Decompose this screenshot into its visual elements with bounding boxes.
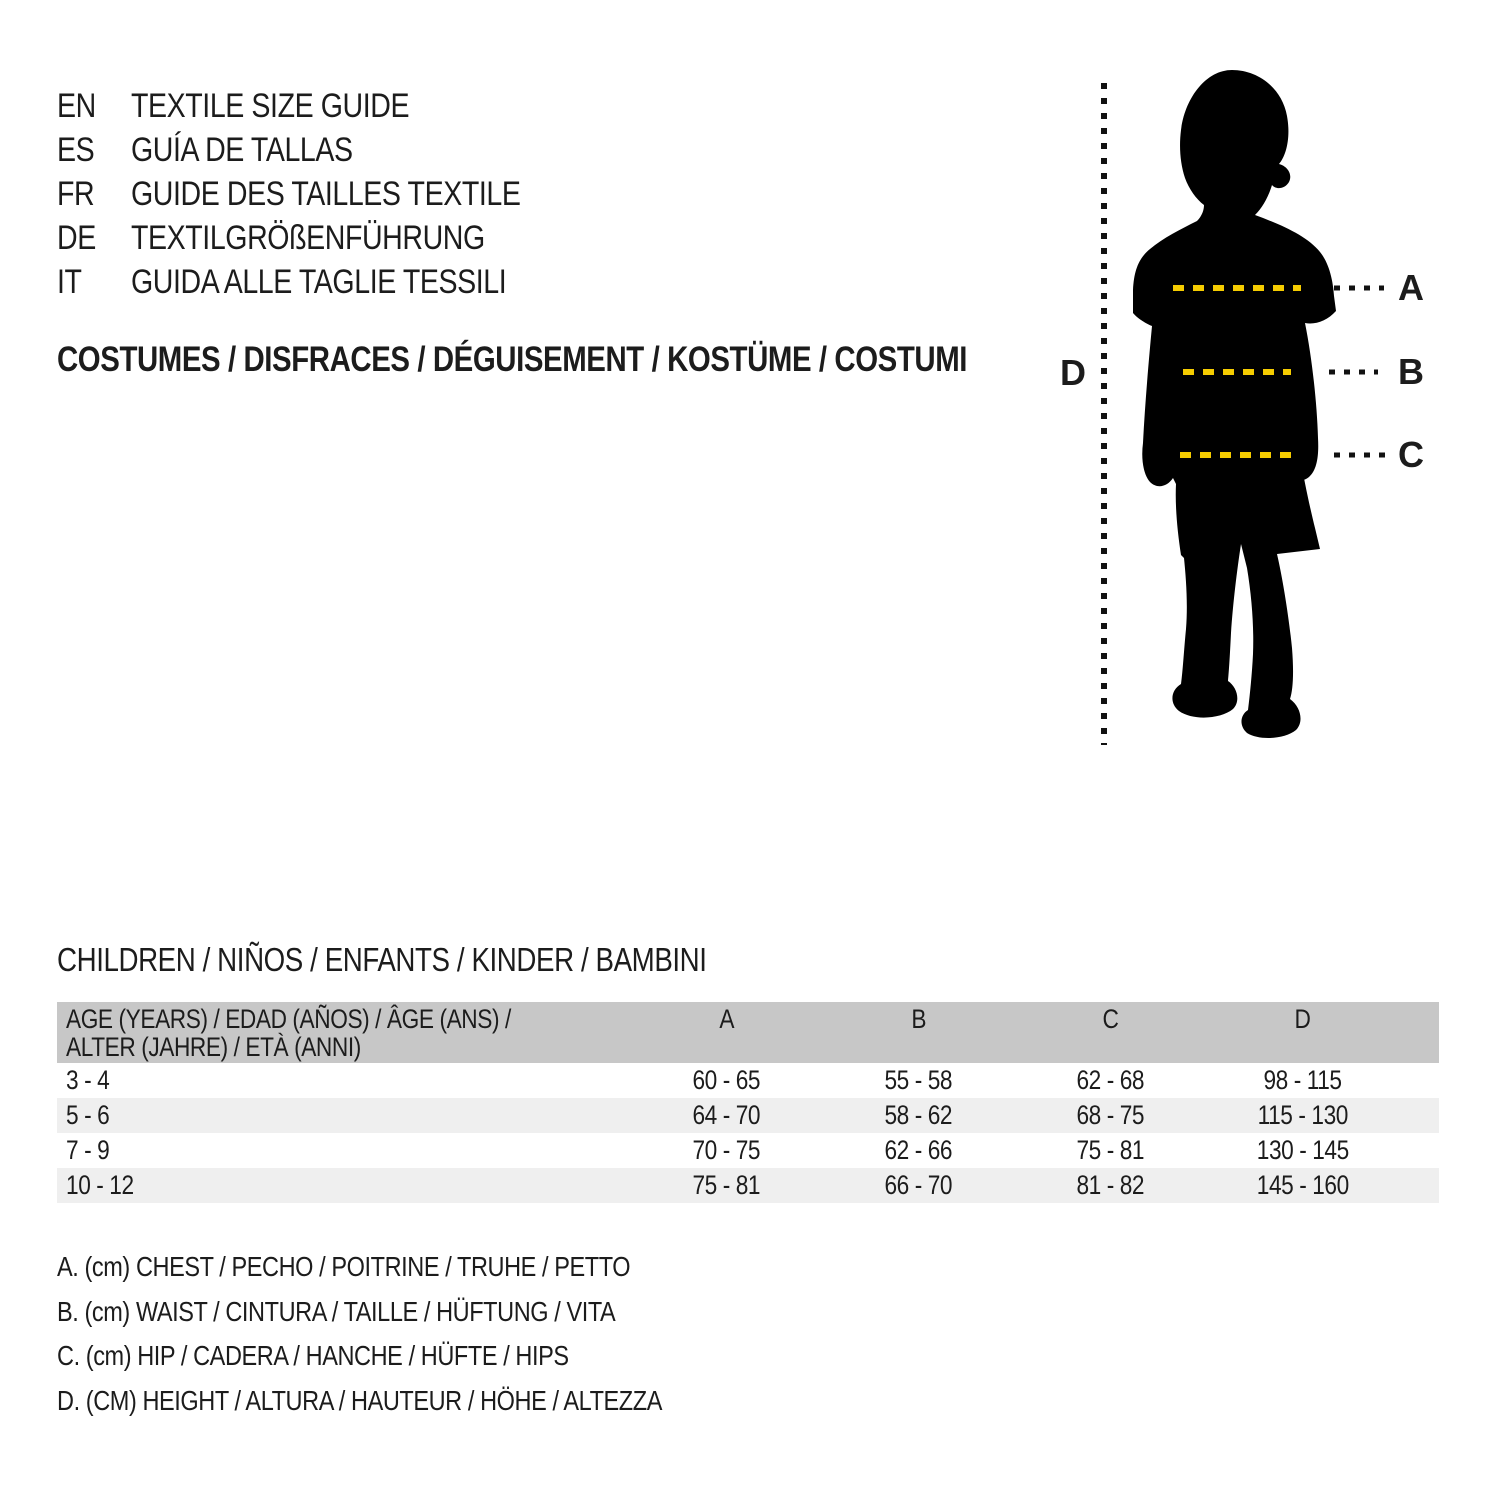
language-title: GUIDA ALLE TAGLIE TESSILI — [131, 263, 507, 301]
hip-cell: 68 - 75 — [1076, 1100, 1145, 1130]
language-row — [57, 128, 595, 172]
hip-cell: 81 - 82 — [1076, 1170, 1145, 1200]
column-header-b: B — [911, 1004, 927, 1034]
language-row — [57, 172, 595, 216]
chest-cell: 64 - 70 — [692, 1100, 761, 1130]
height-cell: 115 - 130 — [1257, 1100, 1349, 1130]
height-cell: 145 - 160 — [1256, 1170, 1349, 1200]
waist-label-b: B — [1398, 351, 1424, 392]
legend-item-waist: B. (cm) WAIST / CINTURA / TAILLE / HÜFTUNG / VITA — [57, 1295, 616, 1327]
table-row — [57, 1063, 1439, 1098]
waist-cell: 58 - 62 — [884, 1100, 953, 1130]
hip-cell: 75 - 81 — [1076, 1135, 1145, 1165]
language-code: FR — [57, 175, 95, 213]
language-code: DE — [57, 219, 96, 257]
chest-cell: 70 - 75 — [692, 1135, 761, 1165]
language-code: ES — [57, 131, 95, 169]
language-row — [57, 260, 595, 304]
age-cell: 5 - 6 — [66, 1100, 110, 1130]
language-row — [57, 84, 595, 128]
height-label-d: D — [1060, 352, 1086, 393]
chest-cell: 60 - 65 — [692, 1065, 761, 1095]
legend-item-height: D. (CM) HEIGHT / ALTURA / HAUTEUR / HÖHE / ALTEZZA — [57, 1384, 662, 1416]
waist-cell: 55 - 58 — [884, 1065, 953, 1095]
column-header-a: A — [719, 1004, 734, 1034]
table-header-row — [57, 1002, 1439, 1063]
table-row — [57, 1098, 1439, 1133]
category-title-text: COSTUMES / DISFRACES / DÉGUISEMENT / KOSTÜME / COSTUMI — [57, 340, 968, 379]
chest-label-a: A — [1398, 267, 1424, 308]
age-header-line2: ALTER (JAHRE) / ETÀ (ANNI) — [66, 1032, 361, 1062]
language-title: GUÍA DE TALLAS — [131, 131, 353, 169]
language-title: GUIDE DES TAILLES TEXTILE — [131, 175, 521, 213]
age-column-header — [57, 1002, 631, 1061]
age-cell: 7 - 9 — [66, 1135, 110, 1165]
table-row — [57, 1133, 1439, 1168]
height-cell: 130 - 145 — [1256, 1135, 1349, 1165]
language-row — [57, 216, 595, 260]
child-silhouette — [1133, 70, 1336, 738]
hip-label-c: C — [1398, 434, 1424, 475]
table-section-title — [57, 938, 830, 982]
hip-cell: 62 - 68 — [1076, 1065, 1145, 1095]
age-cell: 3 - 4 — [66, 1065, 110, 1095]
category-title — [57, 338, 1140, 382]
measurement-figure — [1046, 58, 1478, 758]
height-cell: 98 - 115 — [1263, 1065, 1342, 1095]
chest-cell: 75 - 81 — [692, 1170, 761, 1200]
language-title: TEXTILGRÖßENFÜHRUNG — [131, 219, 485, 257]
column-header-d: D — [1294, 1004, 1311, 1034]
age-cell: 10 - 12 — [66, 1170, 134, 1200]
language-title: TEXTILE SIZE GUIDE — [131, 87, 410, 125]
legend-item-hip: C. (cm) HIP / CADERA / HANCHE / HÜFTE / HIPS — [57, 1340, 569, 1371]
waist-cell: 66 - 70 — [884, 1170, 953, 1200]
age-header-line1: AGE (YEARS) / EDAD (AÑOS) / ÂGE (ANS) / — [66, 1004, 511, 1034]
column-header-c: C — [1102, 1004, 1119, 1034]
size-table — [57, 1002, 1439, 1203]
waist-cell: 62 - 66 — [884, 1135, 953, 1165]
measurement-legend — [57, 1245, 777, 1423]
language-title-list — [57, 84, 595, 304]
table-section-title-text: CHILDREN / NIÑOS / ENFANTS / KINDER / BAMBINI — [57, 941, 707, 978]
legend-item-chest: A. (cm) CHEST / PECHO / POITRINE / TRUHE / PETTO — [57, 1251, 631, 1282]
language-code: IT — [57, 263, 82, 301]
language-code: EN — [57, 87, 96, 125]
table-row — [57, 1168, 1439, 1203]
